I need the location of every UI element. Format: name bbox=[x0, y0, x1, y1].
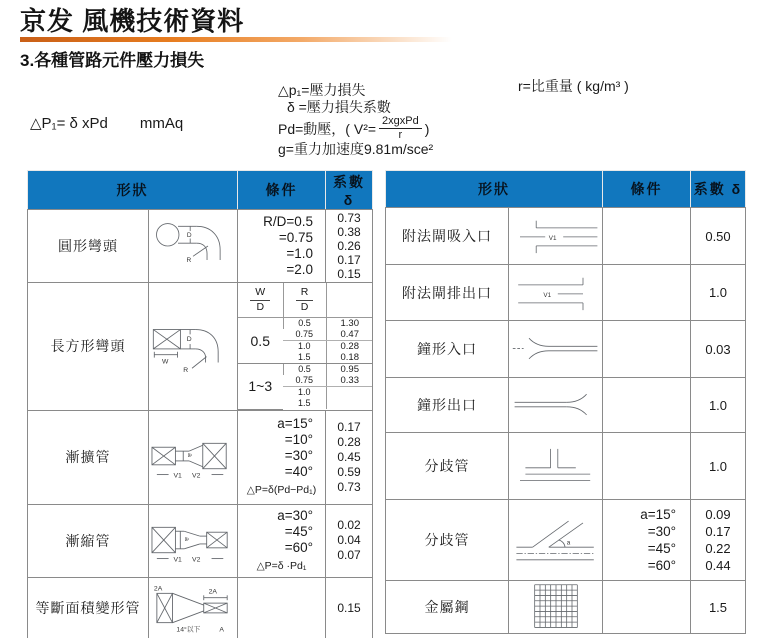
expanding-pipe-diagram bbox=[151, 434, 235, 480]
tee-branch-diagram bbox=[511, 445, 601, 487]
coefficient-cell bbox=[691, 378, 746, 433]
rect-elbow-subtable bbox=[238, 283, 373, 410]
shape-name: 等斷面積變形管 bbox=[28, 577, 149, 638]
label-r: R bbox=[183, 367, 189, 375]
header-row bbox=[28, 171, 373, 210]
cond-line: =2.0 bbox=[286, 262, 313, 277]
coef-header-blank bbox=[326, 283, 373, 318]
coefficient-cell bbox=[326, 577, 373, 638]
coefficient-cell bbox=[326, 210, 373, 283]
rectangular-elbow-diagram bbox=[151, 316, 235, 376]
subtable-header-row bbox=[238, 283, 373, 318]
coef-line: 0.73 bbox=[337, 479, 361, 494]
table-row bbox=[386, 433, 746, 500]
coefficient-cell bbox=[326, 410, 373, 504]
cond-formula: △P=δ(Pd−Pd₁) bbox=[246, 484, 317, 496]
note-line: g=重力加速度9.81m/sce² bbox=[278, 141, 434, 157]
cond-line: =0.75 bbox=[278, 230, 313, 245]
diagram-cell bbox=[509, 208, 603, 265]
metal-mesh-diagram bbox=[511, 583, 601, 631]
table-row bbox=[28, 410, 373, 504]
coef-line: 0.03 bbox=[705, 341, 731, 357]
coef-line: 0.50 bbox=[705, 228, 731, 244]
cond-line: a=30° bbox=[277, 507, 313, 523]
label-v1: V1 bbox=[173, 472, 182, 480]
coef-line: 0.28 bbox=[337, 434, 361, 449]
coef-line: 1.0 bbox=[708, 397, 728, 413]
sub-row: 1.0 0.28 bbox=[238, 341, 373, 353]
unit-weight-note: r=比重量 ( kg/m³ ) bbox=[518, 78, 629, 94]
condition-cell bbox=[238, 210, 326, 283]
title-accent-bar bbox=[20, 37, 452, 42]
sub-row: 1.0 bbox=[238, 387, 373, 399]
coef-line: 0.45 bbox=[337, 449, 361, 464]
wd-header: $\frac{W}{D}$ bbox=[238, 283, 283, 318]
condition-cell bbox=[238, 577, 326, 638]
cond-line: =45° bbox=[284, 523, 313, 539]
header-coefficient: 系數 δ bbox=[691, 171, 746, 208]
main-formula bbox=[30, 114, 183, 132]
diagram-cell bbox=[149, 210, 238, 283]
circular-elbow-diagram bbox=[151, 217, 235, 275]
label-v2: V2 bbox=[192, 556, 201, 564]
sub-row: 0.5 0.5 1.30 bbox=[238, 318, 373, 330]
diagram-cell bbox=[509, 321, 603, 378]
label-r: R bbox=[186, 256, 192, 264]
coef-line: 0.15 bbox=[337, 267, 361, 281]
sub-row: 0.75 0.33 bbox=[238, 375, 373, 387]
wd-value: 0.5 bbox=[238, 318, 283, 364]
formula-notes bbox=[278, 82, 433, 158]
flanged-discharge-outlet-diagram bbox=[511, 273, 601, 313]
label-2a-left: 2A bbox=[153, 584, 163, 592]
condition-cell bbox=[603, 208, 691, 265]
note-line: △p₁=壓力損失 bbox=[278, 82, 366, 98]
diagram-cell bbox=[149, 504, 238, 577]
coef-line: 0.44 bbox=[705, 558, 731, 573]
condition-cell bbox=[603, 321, 691, 378]
table-row bbox=[386, 265, 746, 321]
table-row bbox=[28, 210, 373, 283]
coefficient-cell bbox=[691, 265, 746, 321]
coefficient-cell bbox=[691, 581, 746, 634]
contracting-pipe-diagram bbox=[151, 518, 235, 564]
coef-line: 0.07 bbox=[337, 548, 361, 562]
shape-name: 鐘形出口 bbox=[386, 378, 509, 433]
fraction bbox=[379, 115, 422, 141]
sub-row: 1.5 bbox=[238, 398, 373, 409]
coef-line: 0.09 bbox=[705, 507, 731, 522]
coef-line: 0.26 bbox=[337, 239, 361, 253]
shape-name: 鐘形入口 bbox=[386, 321, 509, 378]
cond-line: =30° bbox=[647, 524, 676, 539]
shape-name: 附法閘吸入口 bbox=[386, 208, 509, 265]
formula-text: △P₁= δ xPd bbox=[30, 115, 108, 132]
coef-line: 0.17 bbox=[337, 253, 361, 267]
coef-line: 0.02 bbox=[337, 518, 361, 532]
shape-name: 漸擴管 bbox=[28, 410, 149, 504]
label-v1: V1 bbox=[542, 291, 551, 299]
condition-cell bbox=[238, 504, 326, 577]
coefficient-cell bbox=[326, 504, 373, 577]
coefficient-cell bbox=[691, 321, 746, 378]
bell-inlet-diagram bbox=[511, 335, 601, 363]
fraction-denominator: r bbox=[398, 129, 403, 141]
condition-cell bbox=[603, 265, 691, 321]
cond-line: =1.0 bbox=[286, 246, 313, 261]
section-title: 3.各種管路元件壓力損失 bbox=[20, 51, 205, 70]
shape-name: 長方形彎頭 bbox=[28, 283, 149, 411]
label-v1: V1 bbox=[548, 235, 557, 243]
header-shape: 形狀 bbox=[28, 171, 238, 210]
fraction-numerator: 2xgxPd bbox=[379, 115, 422, 129]
condition-cell bbox=[603, 378, 691, 433]
diagram-cell bbox=[509, 378, 603, 433]
label-angle: a bbox=[566, 539, 570, 547]
table-row bbox=[386, 581, 746, 634]
header-row bbox=[386, 171, 746, 208]
coef-line: 0.15 bbox=[337, 600, 361, 615]
cond-line: =30° bbox=[284, 448, 313, 463]
diagram-cell bbox=[509, 433, 603, 500]
cond-line: =60° bbox=[284, 539, 313, 555]
cond-line: a=15° bbox=[277, 416, 313, 431]
label-2a-right: 2A bbox=[208, 587, 217, 595]
angled-branch-diagram bbox=[511, 515, 601, 565]
note-prefix: Pd=動壓，( V²= bbox=[278, 120, 377, 137]
rd-header: $\frac{R}{D}$ bbox=[283, 283, 326, 318]
diagram-cell bbox=[149, 283, 238, 411]
note-suffix: ) bbox=[424, 120, 430, 137]
uniform-area-transition-diagram bbox=[151, 582, 235, 634]
label-angle-note: 14°以下 bbox=[176, 625, 201, 633]
table-row bbox=[386, 208, 746, 265]
header-condition: 條件 bbox=[238, 171, 326, 210]
coef-line: 1.0 bbox=[708, 285, 728, 300]
diagram-cell bbox=[149, 577, 238, 638]
diagram-cell bbox=[509, 265, 603, 321]
coef-line: 0.04 bbox=[337, 533, 361, 547]
condition-cell bbox=[603, 500, 691, 581]
sub-row: 1~3 0.5 0.95 bbox=[238, 364, 373, 376]
coef-line: 0.17 bbox=[705, 524, 731, 539]
table-row bbox=[386, 378, 746, 433]
table-row bbox=[28, 504, 373, 577]
diagram-cell bbox=[509, 581, 603, 634]
label-angle: a bbox=[186, 453, 194, 457]
coef-line: 0.38 bbox=[337, 225, 361, 239]
sub-row: 0.75 0.47 bbox=[238, 329, 373, 341]
diagram-cell bbox=[509, 500, 603, 581]
left-table bbox=[27, 170, 373, 638]
table-row bbox=[28, 283, 373, 411]
header-condition: 條件 bbox=[603, 171, 691, 208]
label-d: D bbox=[186, 336, 192, 344]
note-line: δ =壓力損失系數 bbox=[287, 99, 391, 115]
cond-line: R/D=0.5 bbox=[263, 214, 313, 229]
shape-name: 圓形彎頭 bbox=[28, 210, 149, 283]
sub-row: 1.5 0.18 bbox=[238, 352, 373, 364]
coef-line: 0.22 bbox=[705, 541, 731, 556]
cond-line: =45° bbox=[647, 541, 676, 556]
header-shape: 形狀 bbox=[386, 171, 603, 208]
shape-name: 漸縮管 bbox=[28, 504, 149, 577]
wd-value: 1~3 bbox=[238, 364, 283, 410]
shape-name: 金屬鋼 bbox=[386, 581, 509, 634]
condition-cell bbox=[603, 433, 691, 500]
label-w: W bbox=[162, 358, 169, 366]
condition-coefficient-subtable-cell bbox=[238, 283, 373, 411]
label-angle: a bbox=[183, 536, 191, 541]
header-coefficient: 系數 δ bbox=[326, 171, 373, 210]
diagram-cell bbox=[149, 410, 238, 504]
cond-formula: △P=δ ·Pd₁ bbox=[256, 559, 307, 572]
table-row bbox=[386, 500, 746, 581]
page-title: 京发 風機技術資料 bbox=[20, 6, 245, 36]
cond-line: =40° bbox=[284, 464, 313, 479]
table-row bbox=[386, 321, 746, 378]
formula-unit: mmAq bbox=[139, 115, 184, 132]
shape-name: 分歧管 bbox=[386, 433, 509, 500]
label-d: D bbox=[186, 232, 192, 240]
cond-line: =60° bbox=[647, 558, 676, 573]
coef-line: 1.5 bbox=[708, 599, 728, 615]
cond-line: =10° bbox=[284, 432, 313, 447]
note-line-fraction bbox=[278, 116, 433, 141]
coef-line: 1.0 bbox=[708, 458, 728, 474]
shape-name: 分歧管 bbox=[386, 500, 509, 581]
flanged-suction-inlet-diagram bbox=[511, 216, 601, 256]
coefficient-cell bbox=[691, 433, 746, 500]
condition-cell bbox=[603, 581, 691, 634]
coef-line: 0.73 bbox=[337, 211, 361, 225]
coef-line: 0.59 bbox=[337, 464, 361, 479]
shape-name: 附法閘排出口 bbox=[386, 265, 509, 321]
table-row bbox=[28, 577, 373, 638]
cond-line: a=15° bbox=[640, 507, 676, 522]
coefficient-cell bbox=[691, 500, 746, 581]
label-v1: V1 bbox=[173, 556, 182, 564]
bell-outlet-diagram bbox=[511, 391, 601, 419]
coef-line: 0.17 bbox=[337, 419, 361, 434]
condition-cell bbox=[238, 410, 326, 504]
label-a: A bbox=[219, 625, 224, 633]
right-table bbox=[385, 170, 746, 634]
label-v2: V2 bbox=[192, 472, 201, 480]
coefficient-cell bbox=[691, 208, 746, 265]
